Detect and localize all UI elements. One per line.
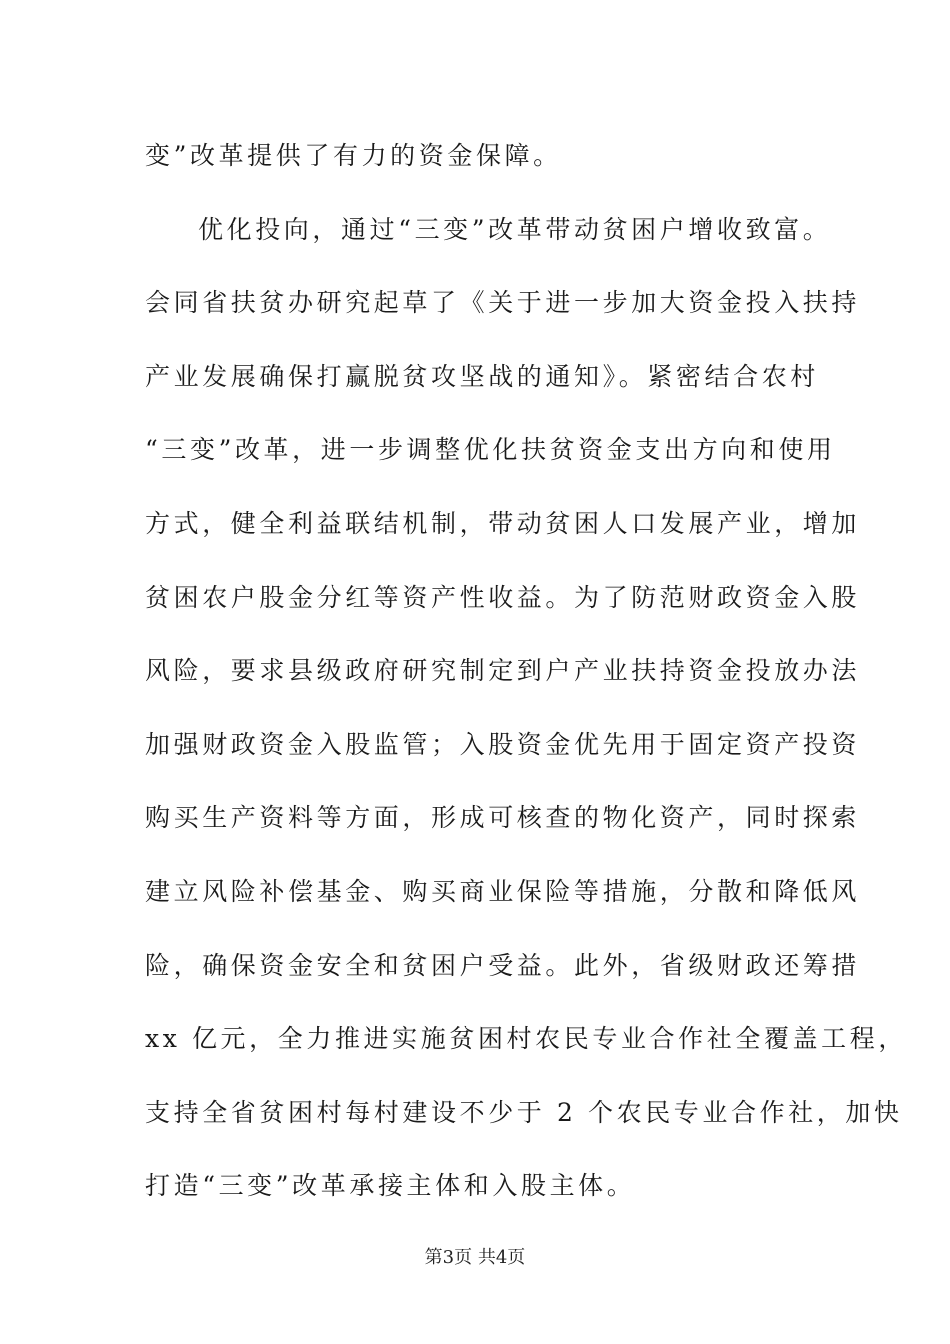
text-line: 产业发展确保打赢脱贫攻坚战的通知》。紧密结合农村 xyxy=(145,361,819,391)
text-line: 方式，健全利益联结机制，带动贫困人口发展产业，增加 xyxy=(145,508,861,538)
text-line: 贫困农户股金分红等资产性收益。为了防范财政资金入股 xyxy=(145,582,861,612)
text-line: “三变”改革，进一步调整优化扶贫资金支出方向和使用 xyxy=(145,435,836,465)
text-line: 风险，要求县级政府研究制定到户产业扶持资金投放办法 xyxy=(145,656,861,686)
text-line: 打造“三变”改革承接主体和入股主体。 xyxy=(145,1171,636,1201)
text-line: 加强财政资金入股监管；入股资金优先用于固定资产投资 xyxy=(145,729,861,759)
page-number-footer: 第3页 共4页 xyxy=(424,1247,526,1268)
text-line: 会同省扶贫办研究起草了《关于进一步加大资金投入扶持 xyxy=(145,288,861,318)
body-text xyxy=(145,128,907,1232)
text-line: 购买生产资料等方面，形成可核查的物化资产，同时探索 xyxy=(145,803,861,833)
text-line: 险，确保资金安全和贫困户受益。此外，省级财政还筹措 xyxy=(145,950,861,980)
paragraph-start-line: 优化投向，通过“三变”改革带动贫困户增收致富。 xyxy=(198,214,832,244)
text-line: xx 亿元，全力推进实施贫困村农民专业合作社全覆盖工程， xyxy=(145,1024,907,1054)
text-line: 建立风险补偿基金、购买商业保险等措施，分散和降低风 xyxy=(145,876,861,906)
text-line: 支持全省贫困村每村建设不少于 2 个农民专业合作社，加快 xyxy=(145,1097,903,1127)
text-line: 变”改革提供了有力的资金保障。 xyxy=(145,141,562,170)
